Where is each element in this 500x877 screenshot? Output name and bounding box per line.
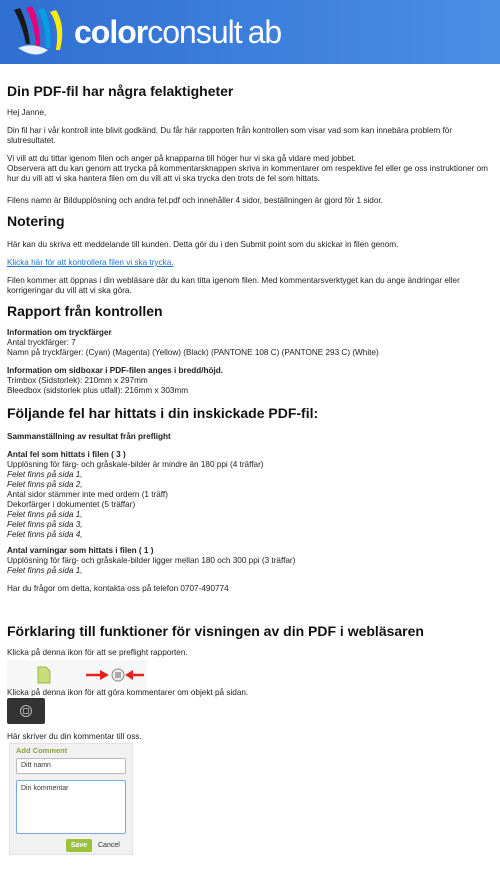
error-line: Felet finns på sida 2, [7,480,83,489]
ink-names: Namn på tryckfärger: (Cyan) (Magenta) (Yellow) (Black) (PANTONE 108 C) (PANTONE 293 C) (White) [7,348,379,357]
brand-name: colorconsult ab [74,14,282,50]
write-comment-help: Här skriver du din kommentar till oss. [7,732,142,741]
warning-line: Felet finns på sida 1, [7,566,83,575]
error-line: Dekorfärger i dokumentet (5 träffar) [7,500,136,509]
greeting: Hej Janne, [7,108,47,117]
file-info-paragraph: Filens namn är Bildupplösning och andra fel.pdf och innehåller 4 sidor, beställningen är gjord för 1 sidor. [7,196,383,205]
error-line: Felet finns på sida 1, [7,510,83,519]
warning-count-heading: Antal varningar som hittats i filen ( 1 ) [7,546,154,555]
error-line: Upplösning för färg- och gråskale-bilder är mindre än 180 ppi (4 träffar) [7,460,264,469]
error-line: Antal sidor stämmer inte med ordern (1 träff) [7,490,168,499]
ink-count: Antal tryckfärger: 7 [7,338,76,347]
document-icon[interactable] [37,666,51,684]
pagebox-heading: Information om sidboxar i PDF-filen anges i bredd/höjd. [7,366,224,375]
check-file-link[interactable]: Klicka här för att kontrollera filen vi ska trycka. [7,258,174,267]
section-title-rapport: Rapport från kontrollen [7,303,163,319]
notering-paragraph: Här kan du skriva ett meddelande till kunden. Detta gör du i den Submit point som du skickar in filen genom. [7,240,399,249]
trimbox-value: Trimbox (Sidstorlek): 210mm x 297mm [7,376,148,385]
save-button[interactable]: Save [66,839,92,852]
intro-paragraph: Din fil har i vår kontroll inte blivit godkänd. Du får här rapporten från kontrollen som visar vad som kan innebära problem för slutresultatet. [7,126,453,146]
error-line: Felet finns på sida 1, [7,470,83,479]
viewer-icon-strip [7,660,147,690]
comment-note-paragraph: Observera att du kan genom att trycka på kommentarsknappen skriva in kommentarer om respektive fel eller ge oss instruktioner om hur du vill att vi ska hantera filen om du vill att vi ska trycka den trots de fel som hittats. [7,164,488,184]
arrow-right-icon [85,668,111,682]
section-title-notering: Notering [7,213,65,229]
ink-info-heading: Information om tryckfärger [7,328,112,337]
comment-icon [19,704,33,718]
error-line: Felet finns på sida 3, [7,520,83,529]
section-title-errors-found: Följande fel har hittats i din inskickade PDF-fil: [7,405,319,421]
color-splash-logo-icon [8,4,72,60]
add-comment-title: Add Comment [16,746,68,755]
preflight-summary-heading: Sammanställning av resultat från preflight [7,432,171,441]
name-input[interactable]: Ditt namn [16,758,126,774]
comment-tool-button[interactable] [7,698,45,724]
warning-line: Upplösning för färg- och gråskale-bilder ligger mellan 180 och 300 ppi (3 träffar) [7,556,296,565]
browser-info-paragraph: Filen kommer att öppnas i din webläsare där du kan titta igenom filen. Med kommentarsverktyget kan du ange ändringar eller korrigeringar du vill att vi ska göra. [7,276,460,296]
comment-textarea[interactable]: Din kommentar [16,780,126,834]
preflight-report-icon[interactable] [111,668,125,682]
preflight-icon-help: Klicka på denna ikon för att se preflight rapporten. [7,648,188,657]
error-line: Felet finns på sida 4, [7,530,83,539]
section-title-errors: Din PDF-fil har några felaktigheter [7,83,234,99]
cancel-button[interactable]: Cancel [98,842,120,849]
section-title-forklaring: Förklaring till funktioner för visningen av din PDF i webläsaren [7,623,424,639]
error-count-heading: Antal fel som hittats i filen ( 3 ) [7,450,126,459]
add-comment-panel [9,743,133,855]
arrow-left-icon [125,668,145,682]
instruction-paragraph: Vi vill att du tittar igenom filen och anger på knapparna till höger hur vi ska gå vidare med jobbet. [7,154,356,163]
bleedbox-value: Bleedbox (sidstorlek plus utfall): 216mm x 303mm [7,386,189,395]
header-banner [0,0,500,64]
comment-icon-help: Klicka på denna ikon för att göra kommentarer om objekt på sidan. [7,688,249,697]
contact-paragraph: Har du frågor om detta, kontakta oss på telefon 0707-490774 [7,584,229,593]
